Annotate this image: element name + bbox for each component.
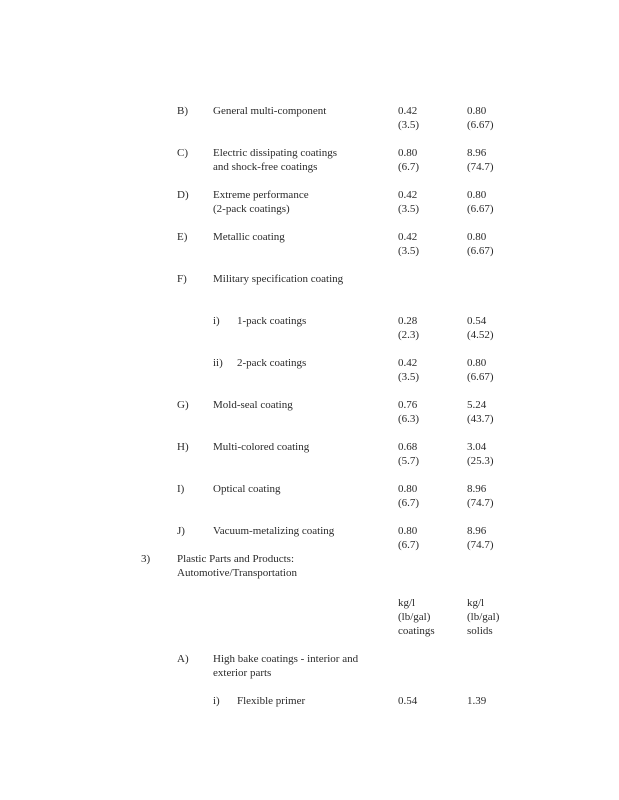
value-coatings: 0.76 (6.3) [398,399,420,425]
value-coatings: 0.42 (3.5) [398,357,420,383]
row-description: Metallic coating [213,231,285,243]
table-row [0,146,619,188]
table-row [0,104,619,146]
row-letter: C) [177,147,188,159]
value-solids: 1.39 [467,695,487,707]
value-coatings: 0.80 (6.7) [398,525,420,551]
row-description: Mold-seal coating [213,399,293,411]
row-description: Extreme performance (2-pack coatings) [213,189,309,215]
table-row [0,272,619,314]
value-solids: 0.80 (6.67) [467,357,494,383]
row-description: Military specification coating [213,273,344,285]
row-roman-numeral: ii) [213,357,223,369]
value-coatings: 0.42 (3.5) [398,189,420,215]
header-coatings: kg/l (lb/gal) coatings [398,597,435,637]
value-coatings: 0.80 (6.7) [398,147,420,173]
row-letter: E) [177,231,188,243]
row-roman-numeral: i) [213,695,220,707]
value-solids: 0.80 (6.67) [467,189,494,215]
value-coatings: 0.68 (5.7) [398,441,420,467]
row-letter: A) [177,653,189,665]
coating-rows [0,104,619,566]
row-description: Electric dissipating coatings and shock-free coatings [213,147,338,173]
row-description: Flexible primer [237,695,306,707]
value-solids: 3.04 (25.3) [467,441,494,467]
row-description: Multi-colored coating [213,441,310,453]
row-description: General multi-component [213,105,327,117]
row-letter: H) [177,441,189,453]
value-solids: 5.24 (43.7) [467,399,494,425]
table-row [0,398,619,440]
header-solids: kg/l (lb/gal) solids [467,597,500,637]
value-solids: 0.80 (6.67) [467,105,494,131]
table-row [0,230,619,272]
row-letter: F) [177,273,187,285]
value-coatings: 0.28 (2.3) [398,315,420,341]
value-solids: 8.96 (74.7) [467,483,494,509]
row-description: High bake coatings - interior and exterior parts [213,653,359,679]
row-letter: B) [177,105,188,117]
table-row [0,440,619,482]
table-row [0,314,619,356]
row-letter: I) [177,483,185,495]
section-title: Plastic Parts and Products: Automotive/Transportation [177,553,297,579]
value-coatings: 0.54 [398,695,418,707]
table-row [0,188,619,230]
row-description: Vacuum-metalizing coating [213,525,335,537]
value-coatings: 0.80 (6.7) [398,483,420,509]
section-number: 3) [141,553,151,565]
row-letter: J) [177,525,185,537]
table-row [0,482,619,524]
row-letter: G) [177,399,189,411]
row-description: Optical coating [213,483,281,495]
row-roman-numeral: i) [213,315,220,327]
table-row [0,356,619,398]
value-solids: 0.80 (6.67) [467,231,494,257]
value-solids: 0.54 (4.52) [467,315,494,341]
value-solids: 8.96 (74.7) [467,525,494,551]
value-coatings: 0.42 (3.5) [398,105,420,131]
row-description: 1-pack coatings [237,315,307,327]
row-letter: D) [177,189,189,201]
value-solids: 8.96 (74.7) [467,147,494,173]
row-description: 2-pack coatings [237,357,307,369]
value-coatings: 0.42 (3.5) [398,231,420,257]
